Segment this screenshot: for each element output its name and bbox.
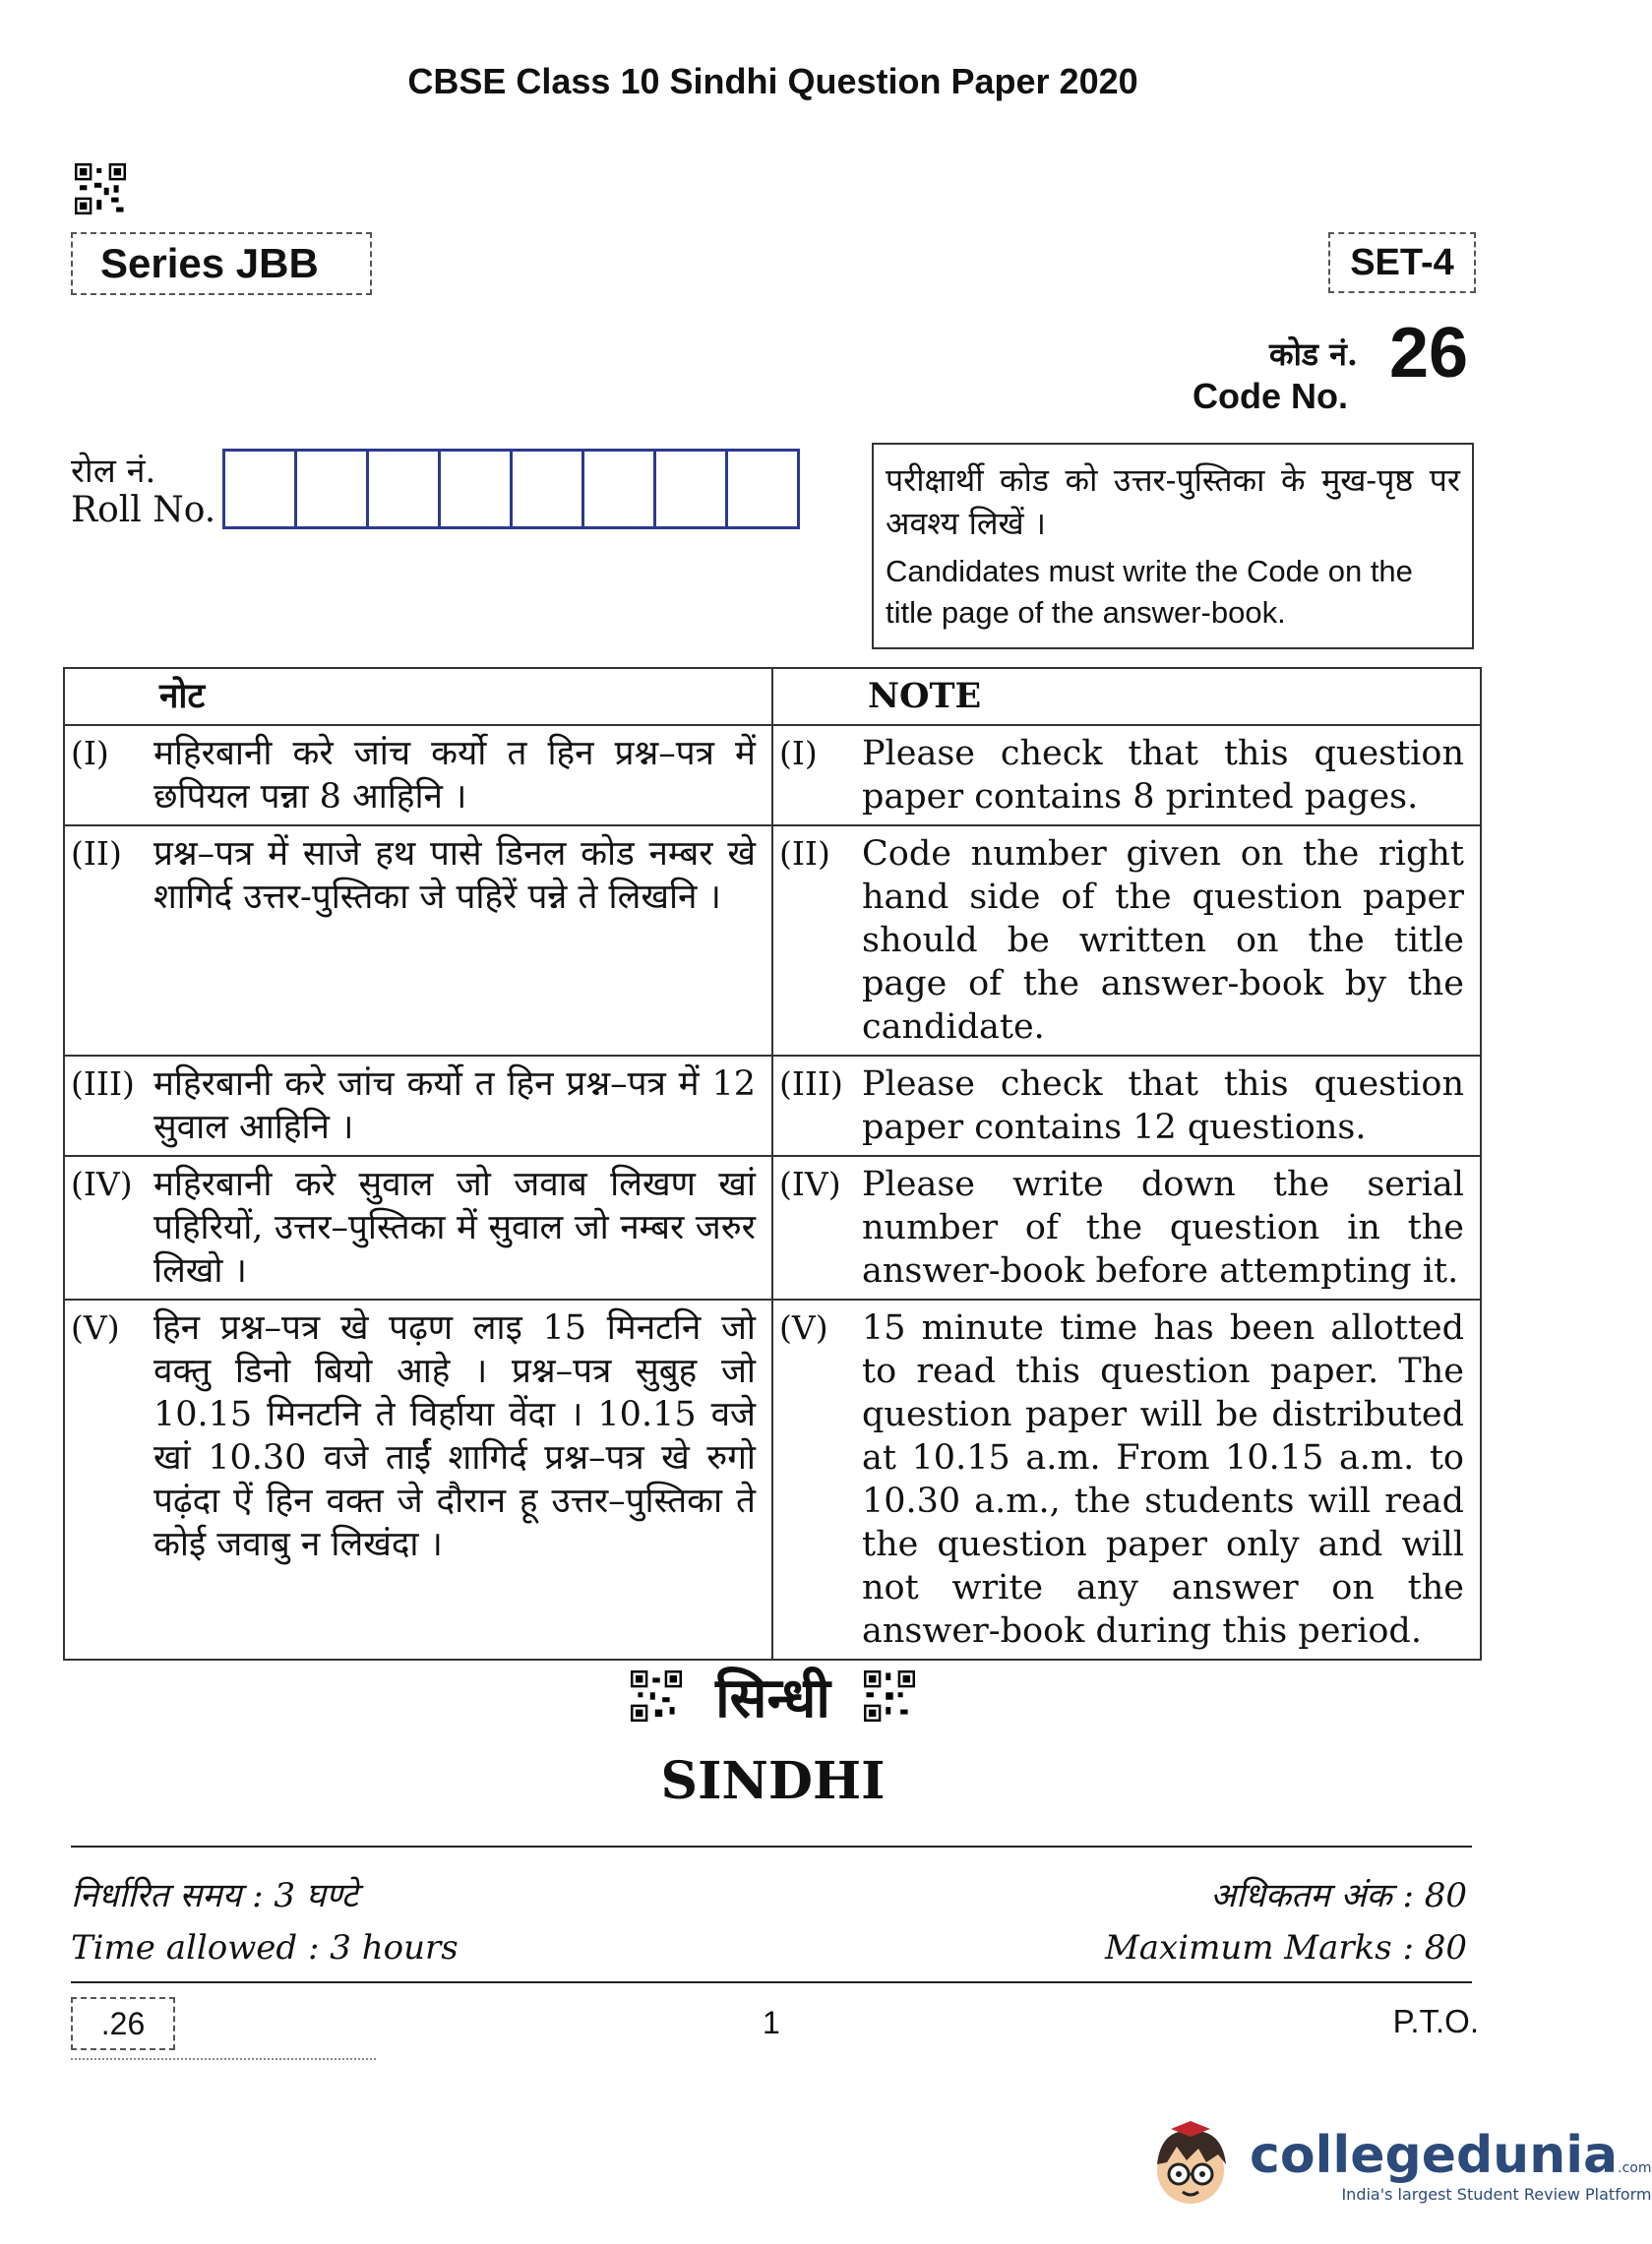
series-label: Series JBB bbox=[71, 232, 372, 295]
roll-box[interactable] bbox=[728, 452, 797, 526]
roll-box[interactable] bbox=[225, 452, 297, 526]
candidate-instruction-english: Candidates must write the Code on the title page of the answer-book. bbox=[886, 554, 1413, 630]
page-title: CBSE Class 10 Sindhi Question Paper 2020 bbox=[407, 61, 1138, 101]
note-text-hindi: महिरबानी करे सुवाल जो जवाब लिखण खां पहिरियों, उत्तर–पुस्तिका में सुवाल जो नम्बर जरुर लिखो । bbox=[153, 1165, 756, 1291]
row-number: (III) bbox=[779, 1064, 843, 1103]
note-heading-english: NOTE bbox=[868, 676, 982, 716]
code-label-hindi: कोड नं. bbox=[1269, 335, 1359, 373]
note-text-hindi: महिरबानी करे जांच कर्यो त हिन प्रश्न–पत्र में छपियल पन्ना 8 आहिनि । bbox=[153, 734, 756, 817]
logo-wordmark: collegedunia bbox=[1250, 2125, 1619, 2185]
set-label: SET-4 bbox=[1328, 232, 1476, 293]
note-text-hindi: प्रश्न–पत्र में साजे हथ पासे डिनल कोड नम्बर खे शागिर्द उत्तर-पुस्तिका जे पहिरें पन्ने ते लिखनि । bbox=[153, 834, 756, 917]
code-number: 26 bbox=[1389, 314, 1469, 393]
note-heading-hindi: नोट bbox=[159, 676, 206, 716]
roll-label-english: Roll No. bbox=[71, 490, 216, 530]
note-text-hindi: महिरबानी करे जांच कर्यो त हिन प्रश्न–पत्र में 12 सुवाल आहिनि । bbox=[153, 1064, 756, 1147]
row-number: (IV) bbox=[71, 1165, 133, 1203]
row-number: (I) bbox=[71, 734, 109, 772]
maximum-marks-hindi: अधिकतम अंक : 80 bbox=[1210, 1876, 1467, 1915]
row-number: (V) bbox=[779, 1308, 828, 1347]
candidate-instruction-box bbox=[872, 443, 1474, 649]
row-number: (V) bbox=[71, 1308, 120, 1347]
roll-number-boxes[interactable] bbox=[222, 449, 800, 529]
note-text-english: 15 minute time has been allotted to read this question paper. The question paper will be distributed at 10.15 a.m. From 10.15 a.m. to 10.30 a.m., the students will read the question paper only and will not write any answer on the answer-book during this period. bbox=[862, 1308, 1464, 1651]
table-row bbox=[64, 825, 1481, 1056]
pto-label: P.T.O. bbox=[1392, 2003, 1479, 2039]
note-text-hindi: हिन प्रश्न–पत्र खे पढ़ण लाइ 15 मिनटनि जो वक्तु डिनो बियो आहे । प्रश्न–पत्र सुबुह जो 10.15 मिनटनि ते विर्हाया वेंदा । 10.15 वजे खां 10.30 वजे ताईं शागिर्द प्रश्न–पत्र खे रुगो पढ़ंदा ऐं हिन वक्त जे दौरान हू उत्तर–पुस्तिका ते कोई जवाबु न लिखंदा । bbox=[153, 1308, 756, 1564]
note-table-header bbox=[64, 668, 1481, 725]
roll-box[interactable] bbox=[441, 452, 513, 526]
time-allowed-english: Time allowed : 3 hours bbox=[71, 1928, 459, 1968]
candidate-instruction-hindi: परीक्षार्थी कोड को उत्तर-पुस्तिका के मुख-पृष्ठ पर अवश्य लिखें । bbox=[886, 461, 1460, 542]
note-table bbox=[63, 667, 1482, 1661]
table-row bbox=[64, 725, 1481, 825]
note-text-english: Please check that this question paper contains 8 printed pages. bbox=[862, 734, 1464, 817]
table-row bbox=[64, 1156, 1481, 1300]
note-text-english: Please check that this question paper contains 12 questions. bbox=[862, 1064, 1464, 1147]
divider bbox=[71, 2058, 376, 2060]
qr-code-icon bbox=[75, 163, 126, 218]
row-number: (I) bbox=[779, 734, 818, 772]
divider bbox=[71, 1981, 1472, 1983]
table-row bbox=[64, 1300, 1481, 1660]
roll-box[interactable] bbox=[297, 452, 369, 526]
logo-domain: .com bbox=[1618, 2159, 1652, 2176]
row-number: (II) bbox=[779, 834, 830, 873]
note-text-english: Please write down the serial number of the question in the answer-book before attempting it. bbox=[862, 1165, 1464, 1291]
row-number: (IV) bbox=[779, 1165, 841, 1203]
time-allowed-hindi: निर्धारित समय : 3 घण्टे bbox=[71, 1876, 358, 1915]
subject-title-english: SINDHI bbox=[660, 1751, 886, 1811]
footer-code: .26 bbox=[71, 1997, 175, 2050]
qr-code-icon bbox=[631, 1670, 682, 1722]
table-row bbox=[64, 1056, 1481, 1156]
roll-box[interactable] bbox=[656, 452, 728, 526]
row-number: (III) bbox=[71, 1064, 135, 1103]
mascot-icon bbox=[1141, 2115, 1240, 2214]
roll-box[interactable] bbox=[369, 452, 441, 526]
logo-tagline: India's largest Student Review Platform bbox=[1341, 2184, 1652, 2204]
roll-label-hindi: रोल नं. bbox=[71, 452, 156, 491]
code-label-english: Code No. bbox=[1193, 376, 1348, 416]
page-number: 1 bbox=[763, 2005, 780, 2040]
collegedunia-logo bbox=[1141, 2115, 1652, 2214]
roll-box[interactable] bbox=[513, 452, 584, 526]
maximum-marks-english: Maximum Marks : 80 bbox=[1104, 1928, 1467, 1968]
subject-title-hindi: सिन्धी bbox=[715, 1666, 830, 1730]
qr-code-icon bbox=[864, 1670, 915, 1722]
divider bbox=[71, 1846, 1472, 1848]
note-text-english: Code number given on the right hand side of the question paper should be written on the title page of the answer-book by the candidate. bbox=[862, 834, 1464, 1047]
roll-box[interactable] bbox=[584, 452, 656, 526]
subject-heading-row bbox=[0, 1659, 1546, 1733]
row-number: (II) bbox=[71, 834, 122, 873]
